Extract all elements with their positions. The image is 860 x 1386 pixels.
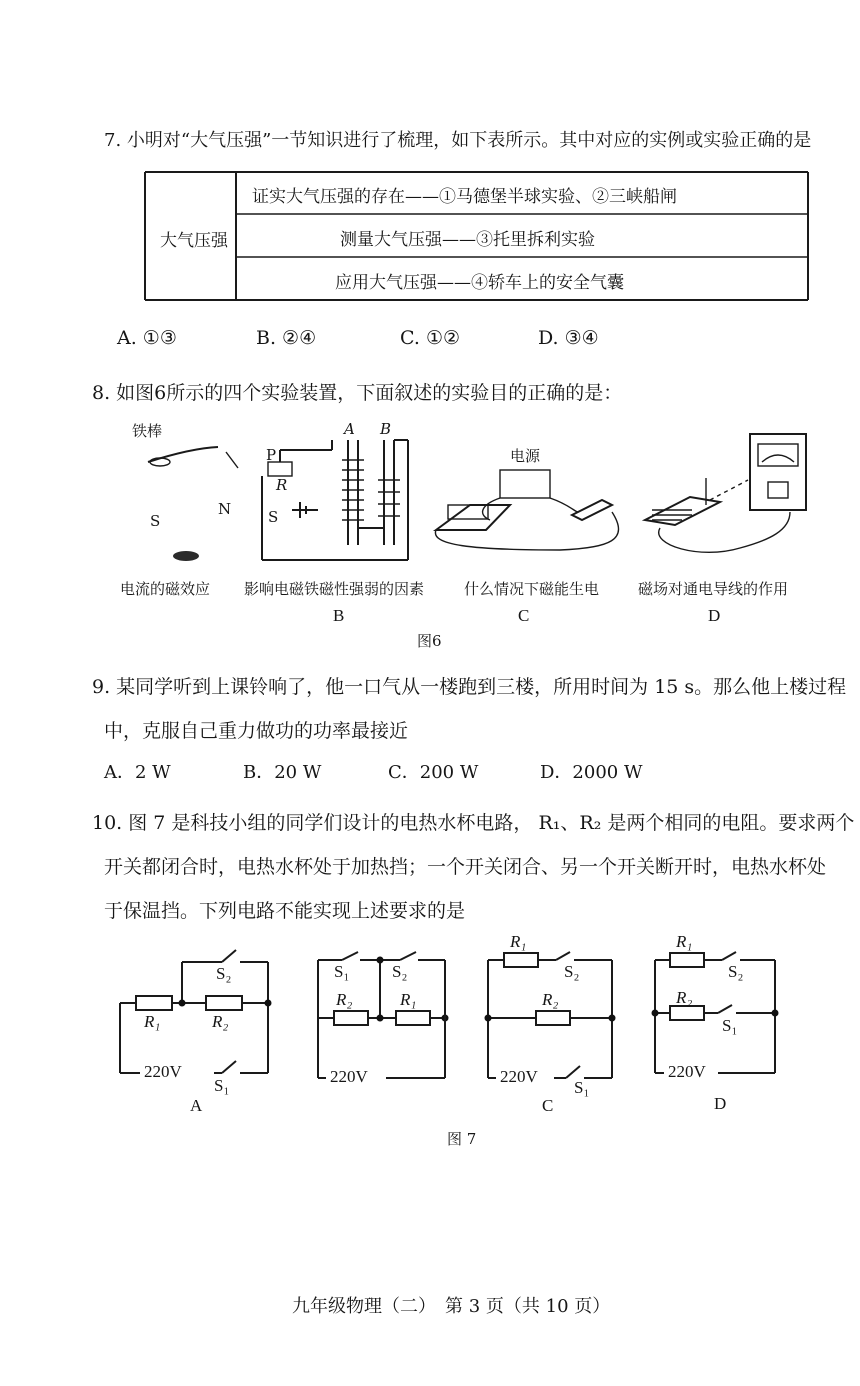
q10-line-1: 10. 图 7 是科技小组的同学们设计的电热水杯电路， R₁、R₂ 是两个相同的电阻。要求两个 — [92, 812, 855, 834]
fig7-c-s2: S₂ — [564, 962, 580, 981]
fig7-a-letter: A — [190, 1096, 203, 1115]
fig7-d-r1: R₁ — [676, 932, 693, 951]
fig6-d-sketch — [645, 434, 806, 552]
fig6-b-label-b: B — [380, 420, 392, 438]
q9-option-a: A．2 W — [104, 762, 171, 783]
q9-option-c: C．200 W — [388, 762, 479, 783]
fig6-a-label-n: N — [218, 500, 232, 518]
fig7-b-r2: R₂ — [336, 990, 353, 1009]
fig6-b-label-p: P — [266, 446, 277, 464]
q7-row-2: 测量大气压强——③托里拆利实验 — [340, 230, 595, 250]
fig7-c-r2: R₂ — [542, 990, 559, 1009]
page-footer: 九年级物理（二） 第 3 页（共 10 页） — [292, 1296, 611, 1317]
fig7-d-letter: D — [714, 1094, 727, 1113]
fig6-b-label-a: A — [344, 420, 355, 438]
fig6-a-label-rod: 铁棒 — [132, 422, 163, 440]
fig6-caption-b: 影响电磁铁磁性强弱的因素 — [244, 580, 425, 598]
fig6-caption-d: 磁场对通电导线的作用 — [638, 580, 789, 598]
fig7-d-s1: S₁ — [722, 1016, 738, 1035]
q7-row-3: 应用大气压强——④轿车上的安全气囊 — [335, 273, 624, 293]
fig7-c-r1: R₁ — [510, 932, 527, 951]
fig7-c-voltage: 220V — [500, 1067, 538, 1086]
q7-option-b: B. ②④ — [256, 327, 317, 349]
q9-line-1: 9. 某同学听到上课铃响了，他一口气从一楼跑到三楼，所用时间为 15 s。那么他上楼过程 — [92, 676, 847, 698]
q7-option-a: A. ①③ — [117, 327, 177, 349]
fig6-a-label-s: S — [150, 512, 161, 530]
fig7-b-s2: S₂ — [392, 962, 408, 981]
fig6-letter-b: B — [333, 606, 345, 625]
fig7-a-r1: R₁ — [144, 1012, 161, 1031]
fig7-c-letter: C — [542, 1096, 554, 1115]
q9-line-2: 中，克服自己重力做功的功率最接近 — [104, 720, 409, 742]
fig7-d-r2: R₂ — [676, 988, 693, 1007]
fig7-c-s1: S₁ — [574, 1078, 590, 1097]
fig6-caption-a: 电流的磁效应 — [120, 580, 211, 598]
fig7-a-s1: S₁ — [214, 1076, 230, 1095]
fig6-c-label-power: 电源 — [510, 447, 541, 465]
q7-table-left: 大气压强 — [160, 231, 228, 251]
fig7-a-circuit — [120, 950, 272, 1073]
fig6-caption-c: 什么情况下磁能生电 — [464, 580, 600, 598]
fig7-b-r1: R₁ — [400, 990, 417, 1009]
fig7-a-r2: R₂ — [212, 1012, 229, 1031]
fig6-b-sketch — [262, 440, 408, 560]
fig7-d-voltage: 220V — [668, 1062, 706, 1081]
q7-option-c: C. ①② — [400, 327, 461, 349]
fig7-a-s2: S₂ — [216, 964, 232, 983]
fig6-title: 图6 — [417, 632, 442, 650]
q9-option-b: B．20 W — [243, 762, 322, 783]
fig6-c-sketch — [435, 470, 618, 550]
fig7-d-s2: S₂ — [728, 962, 744, 981]
q7-stem: 7. 小明对“大气压强”一节知识进行了梳理，如下表所示。其中对应的实例或实验正确的是 — [104, 130, 812, 151]
fig6-b-label-s: S — [268, 508, 279, 526]
fig7-c-circuit — [485, 952, 616, 1078]
q10-line-3: 于保温挡。下列电路不能实现上述要求的是 — [104, 900, 466, 922]
fig7-title: 图 7 — [447, 1130, 477, 1148]
q10-line-2: 开关都闭合时，电热水杯处于加热挡；一个开关闭合、另一个开关断开时，电热水杯处 — [104, 856, 827, 878]
fig6-letter-d: D — [708, 606, 721, 625]
q7-row-1: 证实大气压强的存在——①马德堡半球实验、②三峡船闸 — [252, 187, 677, 207]
fig7-b-s1: S₁ — [334, 962, 350, 981]
q7-option-d: D. ③④ — [538, 327, 599, 349]
q9-option-d: D．2000 W — [540, 762, 643, 783]
q8-stem: 8. 如图6所示的四个实验装置，下面叙述的实验目的正确的是： — [92, 382, 623, 404]
fig6-b-label-r: R — [276, 476, 288, 494]
fig7-a-voltage: 220V — [144, 1062, 182, 1081]
fig6-letter-c: C — [518, 606, 530, 625]
fig7-b-voltage: 220V — [330, 1067, 368, 1086]
fig7-d-circuit — [652, 952, 779, 1073]
